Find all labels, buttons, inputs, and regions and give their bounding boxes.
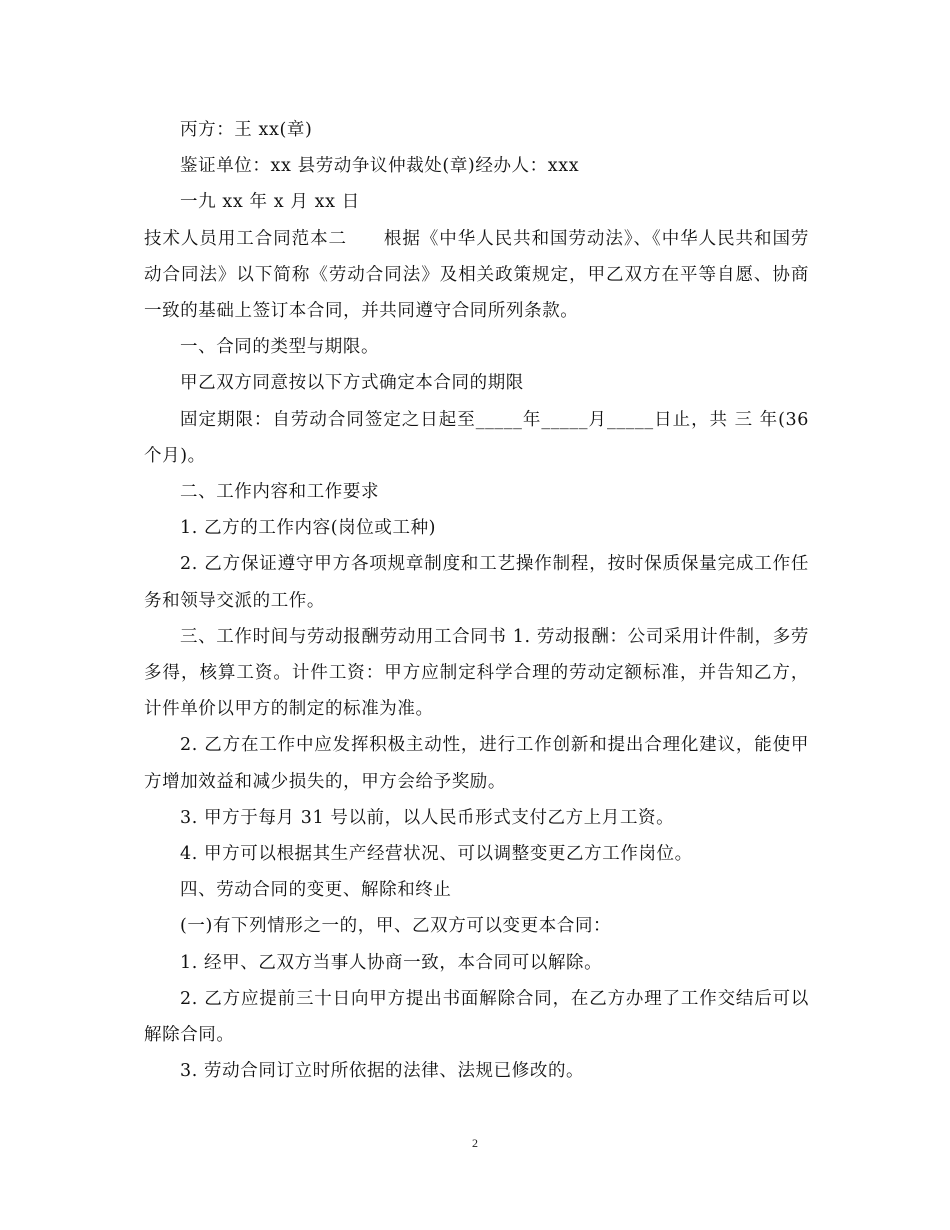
paragraph: 3. 劳动合同订立时所依据的法律、法规已修改的。	[180, 1061, 585, 1082]
paragraph: 丙方：王 xx(章)	[180, 120, 313, 140]
paragraph: 4. 甲方可以根据其生产经营状况、可以调整变更乙方工作岗位。	[180, 844, 693, 865]
paragraph: 二、工作内容和工作要求	[180, 482, 380, 503]
paragraph: 2. 乙方应提前三十日向甲方提出书面解除合同，在乙方办理了工作交结后可以解除合同。	[144, 988, 809, 1046]
paragraph: 3. 甲方于每月 31 号以前，以人民币形式支付乙方上月工资。	[180, 807, 675, 828]
paragraph: 1. 经甲、乙双方当事人协商一致，本合同可以解除。	[180, 952, 603, 973]
paragraph: 一、合同的类型与期限。	[180, 337, 380, 358]
paragraph: 甲乙双方同意按以下方式确定本合同的期限	[180, 373, 524, 394]
paragraph: 2. 乙方在工作中应发挥积极主动性，进行工作创新和提出合理化建议，能使甲方增加效益和减少损失的，甲方会给予奖励。	[144, 735, 809, 792]
paragraph: 2. 乙方保证遵守甲方各项规章制度和工艺操作制程，按时保质保量完成工作任务和领导交派的工作。	[144, 554, 809, 611]
paragraph: 鉴证单位：xx 县劳动争议仲裁处(章)经办人：xxx	[180, 156, 580, 177]
paragraph: 三、工作时间与劳动报酬劳动用工合同书 1. 劳动报酬：公司采用计件制，多劳多得，核算工资。计件工资：甲方应制定科学合理的劳动定额标准，并告知乙方，计件单价以甲方的制定的标准为准。	[144, 626, 809, 720]
paragraph: 固定期限：自劳动合同签定之日起至_____年_____月_____日止，共 三 年(36 个月)。	[144, 409, 809, 466]
paragraph: 技术人员用工合同范本二 根据《中华人民共和国劳动法》、《中华人民共和国劳动合同法》以下简称《劳动合同法》及相关政策规定，甲乙双方在平等自愿、协商一致的基础上签订本合同，并共同遵守合同所列条款。	[144, 228, 809, 322]
document-body	[144, 112, 809, 1089]
page-number: 2	[472, 1136, 478, 1150]
paragraph: (一)有下列情形之一的，甲、乙双方可以变更本合同：	[180, 916, 612, 937]
paragraph: 1. 乙方的工作内容(岗位或工种)	[180, 518, 437, 539]
paragraph: 一九 xx 年 x 月 xx 日	[180, 192, 360, 213]
paragraph: 四、劳动合同的变更、解除和终止	[180, 880, 452, 901]
